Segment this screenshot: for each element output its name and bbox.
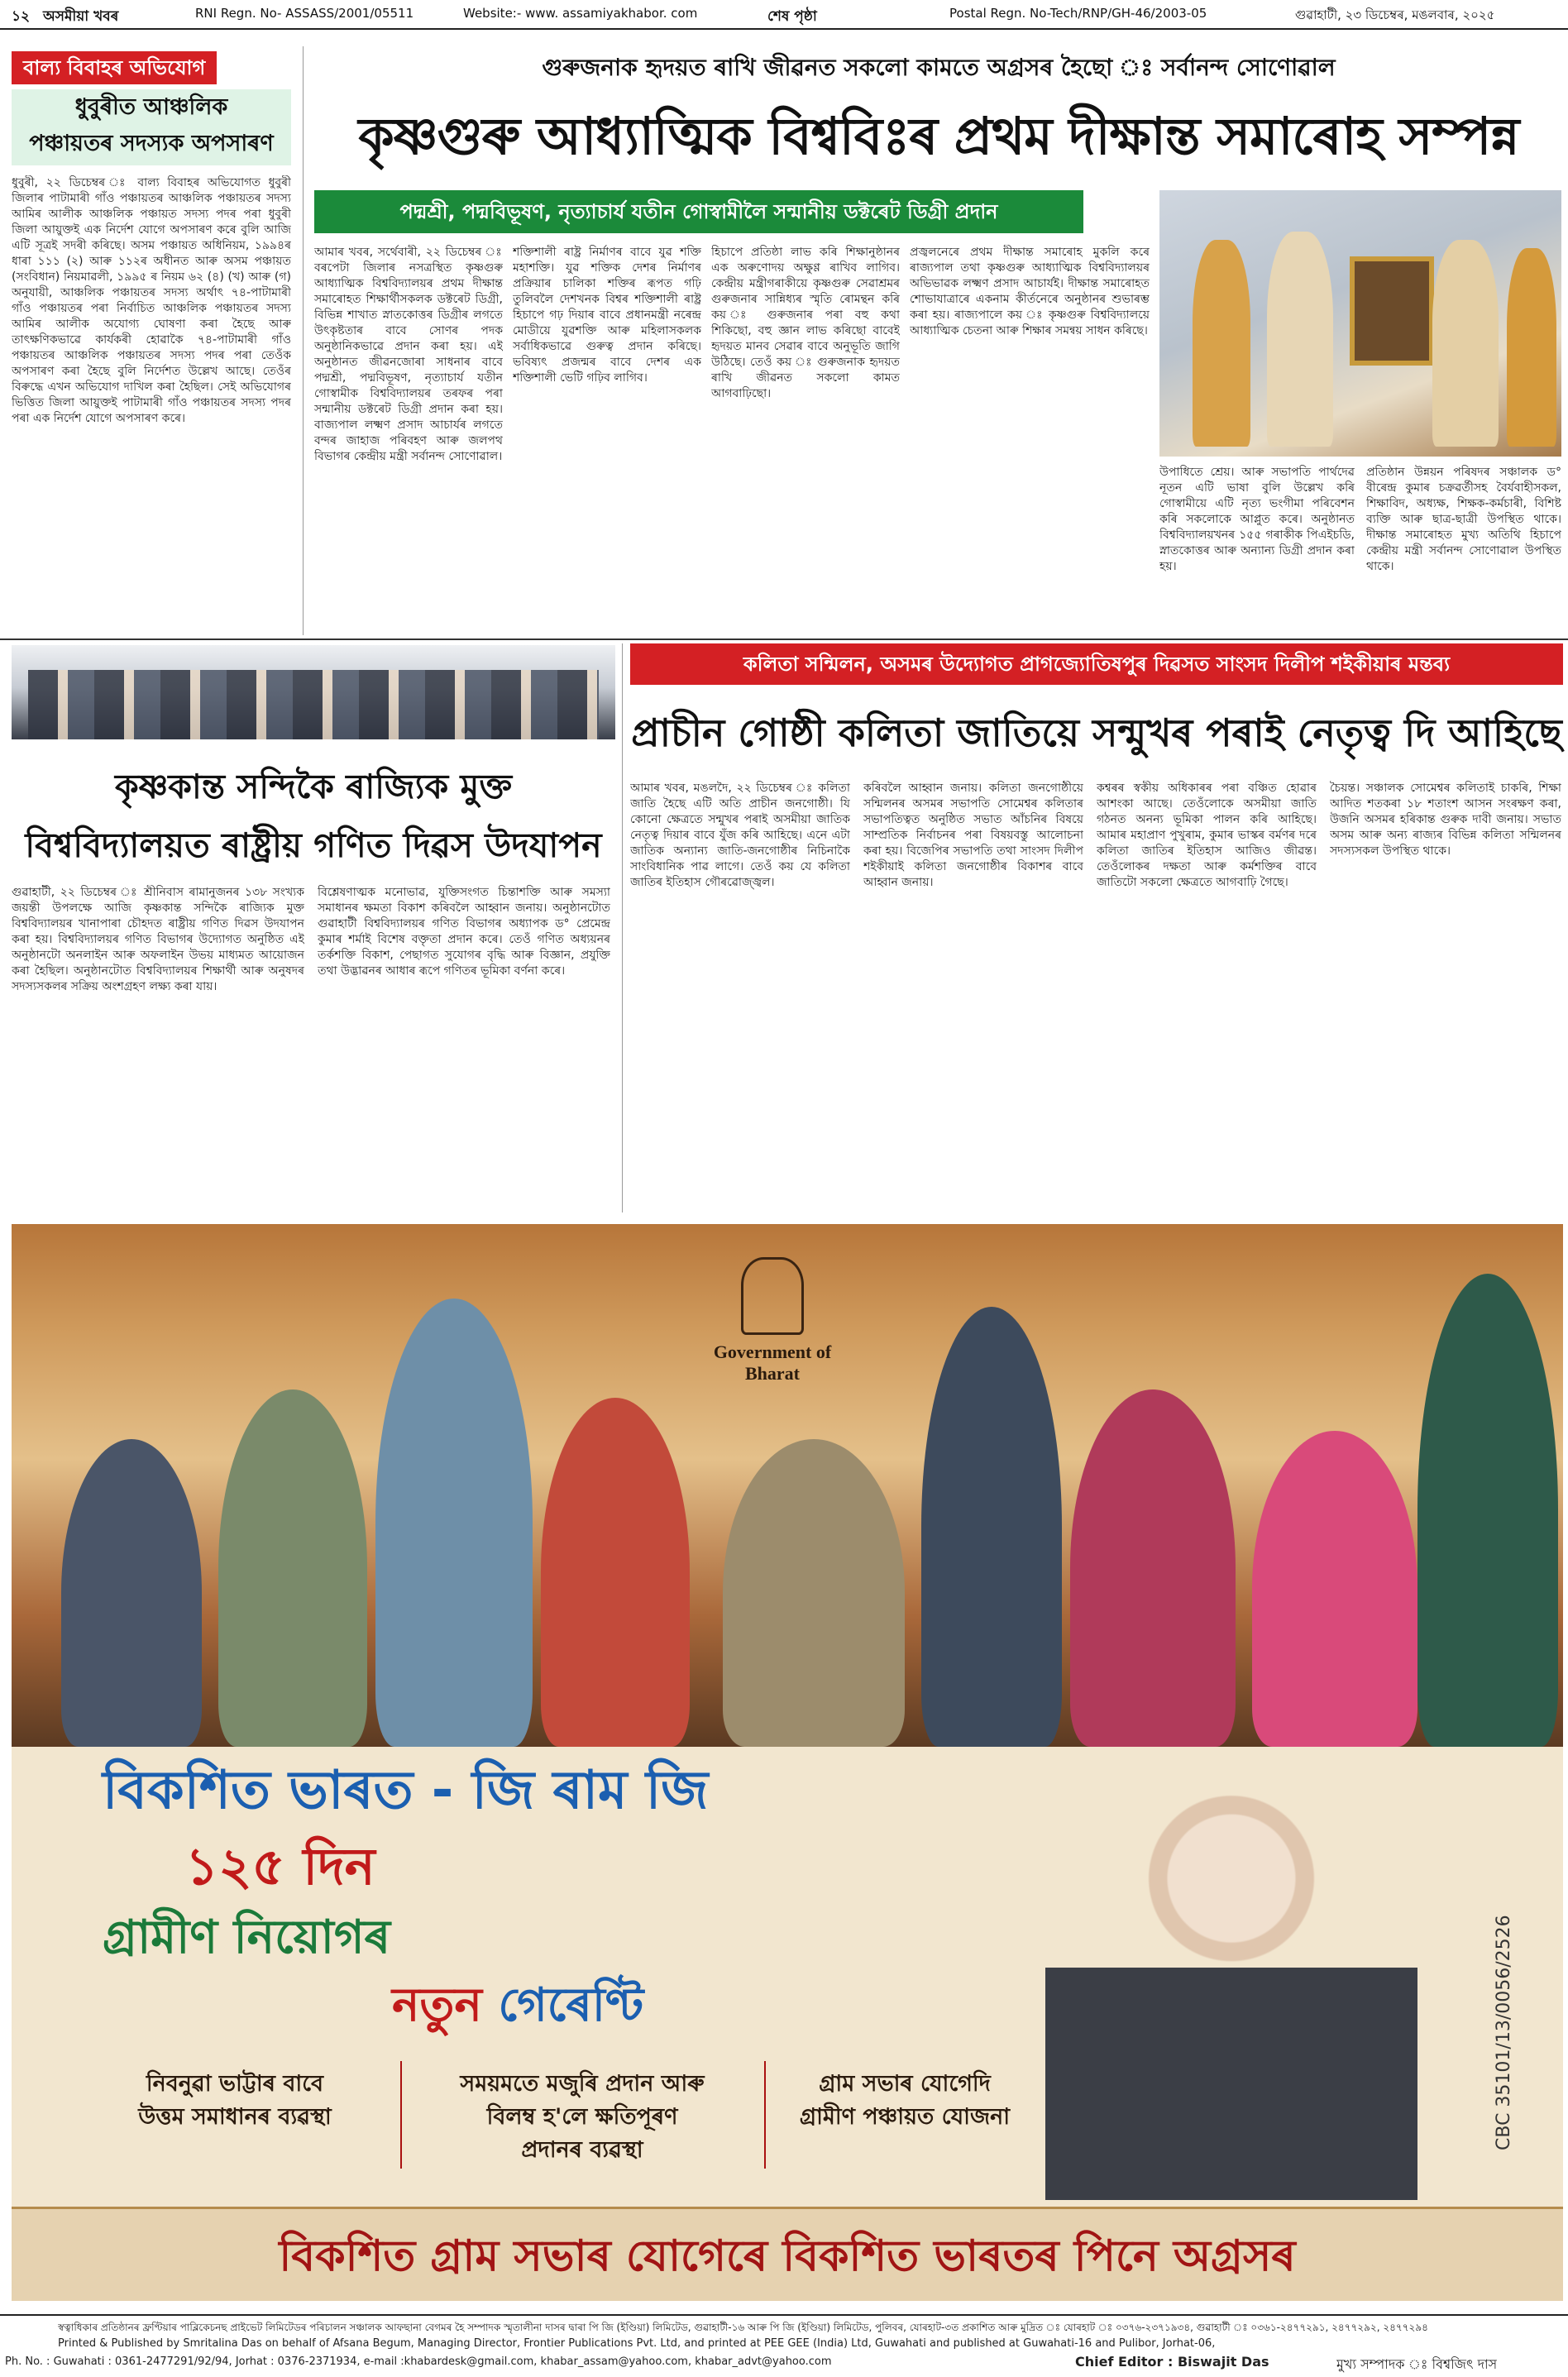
government-logo-block [690, 1257, 855, 1385]
second-col-1: গুৱাহাটী, ২২ ডিচেম্বৰ ঃ শ্ৰীনিবাস ৰামানুজনৰ ১৩৮ সংখ্যক জয়ন্তী উপলক্ষে আজি কৃষ্ণকান্ত সন্দিকৈ ৰাজ্যিক মুক্ত বিশ্ববিদ্যালয়ৰ খানাপাৰা চৌহদত ৰাষ্ট্ৰীয় গণিত দিৱস উদযাপন কৰা হয়। বিশ্ববিদ্যালয়ৰ গণিত বিভাগৰ উদ্যোগত অনুষ্ঠিত এই অনুষ্ঠানটো অনলাইন আৰু অফলাইন উভয় মাধ্যমত আয়োজন কৰা হৈছিল। অনুষ্ঠানটোত বিশ্ববিদ্যালয়ৰ শিক্ষাৰ্থী আৰু অনুষদৰ সদস্যসকলৰ সক্ৰিয় অংশগ্ৰহণ লক্ষ্য কৰা যায়। [12, 886, 304, 993]
lead-col-6: প্ৰতিষ্ঠান উন্নয়ন পৰিষদৰ সঞ্চালক ড° বীৰেন্দ্ৰ কুমাৰ চক্ৰৱৰ্তীসহ বৈৰ্যবাহীসকল, শিক্ষাবিদ, অধ্যক্ষ, শিক্ষক-কৰ্মচাৰী, বিশিষ্ট ব্যক্তি আৰু ছাত্ৰ-ছাত্ৰী উপস্থিত থাকে। দীক্ষান্ত সমাৰোহত মুখ্য অতিথি হিচাপে কেন্দ্ৰীয় মন্ত্ৰী সৰ্বানন্দ সোণোৱাল উপস্থিত থাকে। [1366, 466, 1561, 573]
ad-title-line-2: ১২৫ দিন [185, 1836, 375, 1896]
third-col-4: চৈয়ন্ত। সঞ্চালক সোমেশ্বৰ কলিতাই চাকৰি, শিক্ষা আদিত শতকৰা ১৮ শতাংশ আসন সংৰক্ষণ কৰা, উজনি অসমৰ হৰিকান্ত গুৰুক দাবী জনায়। সভাত অসম আৰু অন্য ৰাজ্যৰ বিভিন্ন কলিতা সন্মিলনৰ সদস্যসকল উপস্থিত থাকে। [1330, 782, 1561, 858]
convocation-photo [1159, 190, 1561, 457]
third-col-1: আমাৰ খবৰ, মঙলদৈ, ২২ ডিচেম্বৰ ঃ কলিতা জাতি হৈছে এটি অতি প্ৰাচীন জনগোষ্ঠী। যি কোনো ক্ষেত্ৰতে সন্মুখৰ পৰাই অসমীয়া জাতিক নেতৃত্ব দিয়াৰ বাবে যুঁজ কৰি আহিছে। এনে এটা জাতিক অন্যান্য জাতি-জনগোষ্ঠীৰ নিচিনাকৈ সাংবিধানিক পাৱ লাগে। তেওঁ কয় যে কলিতা জাতিৰ ইতিহাস গৌৰৱোজ্জ্বল। [630, 782, 850, 889]
imprint-assamese: স্বত্বাধিকাৰ প্ৰতিষ্ঠানৰ ফ্ৰণ্টিয়াৰ পাব্লিকেচনছ প্ৰাইভেট লিমিটেডৰ পৰিচালন সঞ্চালক আফছানা বেগমৰ হৈ সম্পাদক স্মৃতালীনা দাসৰ দ্বাৰা পি জি (ইণ্ডিয়া) লিমিটেড, গুৱাহাটী-১৬ আৰু পি জি (ইণ্ডিয়া) লিমিটেড, পুলিবৰ, যোৰহাট-৩ত প্ৰকাশিত আৰু মুদ্ৰিত ঃ যোৰহাট ঃ ০৩৭৬-২৩৭১৯৩৪, গুৱাহাটী ঃ ০৩৬১-২৪৭৭২৯১, ২৪৭৭২৯২, ২৪৭৭২৯৪ [58, 2322, 1428, 2333]
lead-col-5: উপাধিতে শ্ৰেয়। আৰু সভাপতি পাৰ্থদেৱ নূতন এটি ভাষা বুলি উল্লেখ কৰি গোস্বামীয়ে এটি নৃত্য ভংগীমা পৰিবেশন কৰি সকলোকে আপ্লুত কৰে। অনুষ্ঠানত বিশ্ববিদ্যালয়খনৰ ১৫৫ গৰাকীক পিএইচডি, স্নাতকোত্তৰ আৰু অন্যান্য ডিগ্ৰী প্ৰদান কৰা হয়। [1159, 466, 1355, 573]
third-story-headline: প্ৰাচীন গোষ্ঠী কলিতা জাতিয়ে সন্মুখৰ পৰাই নেতৃত্ব দি আহিছে [631, 710, 1562, 755]
ad-title-line-3: গ্ৰামীণ নিয়োগৰ [103, 1911, 391, 1964]
left-story-headline [12, 89, 291, 165]
ad-feature-3: গ্ৰাম সভাৰ যোগেদি গ্ৰামীণ পঞ্চায়ত যোজনা [799, 2071, 1011, 2130]
lead-col-1: আমাৰ খবৰ, সৰ্থেবাৰী, ২২ ডিচেম্বৰ ঃ বৰপেটা জিলাৰ নসত্ৰস্থিত কৃষ্ণগুৰু আধ্যাত্মিক বিশ্ববিদ্যালয়ৰ প্ৰথম দীক্ষান্ত সমাৰোহত শিক্ষাৰ্থীসকলক ডক্টৰেট ডিগ্ৰী, বিভিন্ন শাখাত স্নাতকোত্তৰ ডিগ্ৰীৰ লগতে উৎকৃষ্টতাৰ বাবে সোণৰ পদক অনুষ্ঠানিকভাৱে প্ৰদান কৰা হয়। এই অনুষ্ঠানত জীৱনজোৰা সাধনাৰ বাবে পদ্মশ্ৰী, পদ্মবিভূষণ, নৃত্যাচাৰ্য যতীন গোস্বামীক বিশ্ববিদ্যালয়ৰ তৰফৰ পৰা সন্মানীয় ডক্টৰেট ডিগ্ৰী প্ৰদান কৰা হয়। বাজ্যপাল লক্ষ্মণ প্ৰসাদ আচাৰ্যৰ লগতে বন্দৰ জাহাজ পৰিবহণ আৰু জলপথ বিভাগৰ কেন্দ্ৰীয় মন্ত্ৰী সৰ্বানন্দ সোণোৱাল। [314, 246, 503, 463]
second-story-headline [12, 758, 615, 875]
issue-date: গুৱাহাটী, ২৩ ডিচেম্বৰ, মঙলবাৰ, ২০২৫ [1295, 7, 1495, 22]
lead-col-2: শক্তিশালী ৰাষ্ট্ৰ নিৰ্মাণৰ বাবে যুৱ শক্তি মহাশক্তি। যুৱ শক্তিক দেশৰ নিৰ্মাণৰ প্ৰক্ৰিয়াৰ চালিকা শক্তিৰ ৰূপত গঢ়ি তুলিবলৈ দেশখনক বিশ্বৰ শক্তিশালী ৰাষ্ট্ৰ হিচাপে গঢ় দিয়াৰ বাবে প্ৰধানমন্ত্ৰী নৰেন্দ্ৰ মোডীয়ে যুৱশক্তি আৰু মহিলাসকলক সৰ্বাধিকভাৱে গুৰুত্ব প্ৰদান কৰিছে। ভবিষ্যৎ প্ৰজন্মৰ বাবে দেশৰ এক শক্তিশালী ভেটি গঢ়িব লাগিব। [513, 246, 701, 385]
ad-new-word: নতুন [392, 1978, 482, 2032]
chief-editor: Chief Editor : Biswajit Das [1075, 2354, 1269, 2370]
postal-number: Postal Regn. No-Tech/RNP/GH-46/2003-05 [949, 6, 1207, 21]
government-advertisement [12, 1224, 1563, 2301]
second-col-2: বিশ্লেষণাত্মক মনোভাৱ, যুক্তিসংগত চিন্তাশক্তি আৰু সমস্যা সমাধানৰ ক্ষমতা বিকাশ কৰিবলৈ আহ্বান জনায়। অনুষ্ঠানটোত গুৱাহাটী বিশ্ববিদ্যালয়ৰ গণিত বিভাগৰ অধ্যাপক ড° প্ৰেমেন্দ্ৰ কুমাৰ শৰ্মাই বিশেষ বক্তৃতা প্ৰদান কৰে। তেওঁ গণিত অধ্যয়নৰ তৰ্কশক্তি বিকাশ, পেছাগত সুযোগৰ বৃদ্ধি আৰু বিজ্ঞান, প্ৰযুক্তি তথা উদ্ভাৱনৰ আধাৰ ৰূপে গণিতৰ ভূমিকা বৰ্ণনা কৰে। [318, 886, 610, 978]
left-story-body: ধুবুৰী, ২২ ডিচেম্বৰ ঃ বাল্য বিবাহৰ অভিযোগত ধুবুৰী জিলাৰ পাটামাৰী গাঁও পঞ্চায়তৰ আঞ্চলিক পঞ্চায়তৰ সদস্য আমিৰ আলীক আঞ্চলিক পঞ্চায়ত সদস্য পদৰ পৰা ধুবুৰী জিলা আয়ুক্তই এক নিৰ্দেশ যোগে অপসাৰণ কৰে বুলি আজি এটি সূত্ৰই সদৰী কৰিছে। অসম পঞ্চায়ত অধিনিয়ম, ১৯৯৪ৰ ধাৰা ১১১ (২) আৰু ১১২ৰ অধীনত আৰু অসম পঞ্চায়ত (সংবিধান) নিয়মাৱলী, ১৯৯৫ ৰ নিয়ম ৬২ (৪) (খ) আৰু (গ) অনুযায়ী, আঞ্চলিক পঞ্চায়তৰ সদস্য অৰ্থাৎ ৭৪-পাটামাৰী গাঁও পঞ্চায়তৰ পৰা নিৰ্বাচিত আঞ্চলিক পঞ্চায়তৰ সদস্য আমিৰ আলীক অযোগ্য ঘোষণা কৰা হৈছে আৰু তাৎক্ষণিকভাৱে কাৰ্যকৰী হোৱাকৈ ৭৪-পাটামাৰী গাঁও পঞ্চায়তৰ আঞ্চলিক পঞ্চায়তৰ সদস্য পদৰ পৰা তেওঁক অপসাৰণ কৰা হৈছে বুলি নিৰ্দেশত উল্লেখ আছে। তেওঁৰ বিৰুদ্ধে এখন অভিযোগ দাখিল কৰা হৈছিল। সেই অভিযোগৰ ভিত্তিত জিলা আয়ুক্তই পাটামাৰী গাঁও পঞ্চায়তৰ সদস্য পদৰ পৰা এক নিৰ্দেশ যোগে অপসাৰণ কৰে। [12, 176, 291, 425]
workers-photo [12, 1224, 1563, 1747]
ad-title-line-4 [392, 1972, 643, 2040]
government-label: Government of Bharat [713, 1342, 832, 1384]
second-headline-line-2: বিশ্ববিদ্যালয়ত ৰাষ্ট্ৰীয় গণিত দিৱস উদযাপন [25, 825, 602, 865]
second-headline-line-1: কৃষ্ণকান্ত সন্দিকৈ ৰাজ্যিক মুক্ত [114, 767, 513, 806]
paper-name: অসমীয়া খবৰ [43, 8, 119, 25]
left-headline-line-2: পঞ্চায়তৰ সদস্যক অপসাৰণ [29, 131, 274, 156]
left-headline-line-1: ধুবুৰীত আঞ্চলিক [74, 94, 228, 120]
contact-line: Ph. No. : Guwahati : 0361-2477291/92/94, Jorhat : 0376-2371934, e-mail :khabardesk@gmail.com, khabar_assam@yahoo.com, khabar_advt@yahoo.com [5, 2355, 832, 2368]
lead-col-4: প্ৰজ্বলনেৰে প্ৰথম দীক্ষান্ত সমাৰোহ মুকলি কৰে ৰাজ্যপাল তথা কৃষ্ণগুৰু আধ্যাত্মিক বিশ্ববিদ্যালয়ৰ অভিভাৱক লক্ষ্মণ প্ৰসাদ আচাৰ্যই। দীক্ষান্ত সমাৰোহত শোভাযাত্ৰাৰে একনাম কীৰ্তনেৰে অনুষ্ঠানৰ শুভাৰম্ভ কৰা হয়। ৰাজ্যপালে কয় ঃ কৃষ্ণগুৰু বিশ্ববিদ্যালয়ে আধ্যাত্মিক চেতনা আৰু শিক্ষাৰ সমন্বয় সাধন কৰিছে। [910, 246, 1150, 337]
imprint-english: Printed & Published by Smritalina Das on behalf of Afsana Begum, Managing Director, Frontier Publications Pvt. Ltd, and printed at PEE GEE (India) Ltd, Guwahati and published at Guwahati-16 and Pulibor, Jorhat-06, [58, 2337, 1216, 2350]
ad-guarantee-word: গেৰেণ্টি [498, 1978, 644, 2032]
lead-subhead: পদ্মশ্ৰী, পদ্মবিভূষণ, নৃত্যাচাৰ্য যতীন গোস্বামীলৈ সন্মানীয় ডক্টৰেট ডিগ্ৰী প্ৰদান [314, 190, 1083, 233]
third-col-2: কৰিবলৈ আহ্বান জনায়। কলিতা জনগোষ্ঠীয়ে সন্মিলনৰ অসমৰ সভাপতি সোমেশ্বৰ কলিতাৰ সভাপতিত্বত অনুষ্ঠিত সভাত আঁচনিৰ বিষয়ে সাম্প্ৰতিক নিৰ্বাচনৰ পৰা বিষয়বস্তু আলোচনা কৰা হয়। বিজেপিৰ সভাপতি তথা সাংসদ দিলীপ শইকীয়াই কলিতা জনগোষ্ঠীৰ বিকাশৰ বাবে আহ্বান জনায়। [863, 782, 1083, 889]
ad-title-line-1: বিকশিত ভাৰত - জি ৰাম জি [103, 1760, 709, 1821]
ad-bottom-banner: বিকশিত গ্ৰাম সভাৰ যোগেৰে বিকশিত ভাৰতৰ পিনে অগ্ৰসৰ [12, 2207, 1563, 2301]
website: Website:- www. assamiyakhabor. com [463, 6, 698, 21]
third-story-bar: কলিতা সন্মিলন, অসমৰ উদ্যোগত প্ৰাগজ্যোতিষপুৰ দিৱসত সাংসদ দিলীপ শইকীয়াৰ মন্তব্য [630, 643, 1563, 685]
lead-quote: গুৰুজনাক হৃদয়ত ৰাখি জীৱনত সকলো কামতে অগ্ৰসৰ হৈছো ঃ সৰ্বানন্দ সোণোৱাল [542, 54, 1336, 81]
masthead [0, 0, 1568, 30]
third-col-3: কশ্বৰৰ স্বকীয় অধিকাৰৰ পৰা বঞ্চিত হোৱাৰ আশংকা আছে। তেওঁলোকে অসমীয়া জাতি গঠনত অনন্য ভূমিকা পালন কৰি আহিছে। আমাৰ মহাপ্ৰাণ পুখুৰাম, কুমাৰ ভাস্কৰ বৰ্মণৰ দৰে কলিতা জাতিৰ ইতিহাস আজিও জীৱন্ত। তেওঁলোকৰ দক্ষতা আৰু কৰ্মশক্তিৰ বাবে জাতিটো সকলো ক্ষেত্ৰতে আগবাঢ়ি গৈছে। [1097, 782, 1317, 889]
ad-feature-2: সময়মতে মজুৰি প্ৰদান আৰু বিলম্ব হ'লে ক্ষতিপূৰণ প্ৰদানৰ ব্যৱস্থা [460, 2071, 705, 2163]
chief-editor-assamese: মুখ্য সম্পাদক ঃ বিশ্বজিৎ দাস [1336, 2356, 1498, 2372]
leader-portrait [1045, 1753, 1417, 2200]
left-story-tag: বাল্য বিবাহৰ অভিযোগ [12, 51, 217, 84]
imprint-footer [0, 2314, 1568, 2377]
ad-code: CBC 35101/13/0056/2526 [1494, 1915, 1514, 2150]
lead-col-3: হিচাপে প্ৰতিষ্ঠা লাভ কৰি শিক্ষানুষ্ঠানৰ এক অৰুণোদয় অক্ষুণ্ণ ৰাখিব লাগিব। কেন্দ্ৰীয় মন্ত্ৰীগৰাকীয়ে কৃষ্ণগুৰু সেৱাশ্ৰমৰ গুৰুজনাৰ সান্নিধ্যৰ স্মৃতি ৰোমন্থন কৰি কয় ঃ গুৰুজনাৰ পৰা বহু কথা শিকিছো, বহু জ্ঞান লাভ কৰিছো বাবেই হৃদয়ত মানব সেৱাৰ বাবে অনুভূতি জাগি উঠিছে। তেওঁ কয় ঃ গুৰুজনাক হৃদয়ত ৰাখি জীৱনত সকলো কামত আগবাঢ়িছো। [711, 246, 900, 400]
group-photo [12, 645, 615, 739]
emblem-icon [741, 1257, 804, 1335]
section-name: শেষ পৃষ্ঠা [767, 8, 817, 25]
rni-number: RNI Regn. No- ASSASS/2001/05511 [195, 6, 414, 21]
ad-feature-1: নিবনুৱা ভাট্টাৰ বাবে উত্তম সমাধানৰ ব্যৱস্থা [138, 2071, 332, 2130]
lead-headline: কৃষ্ণগুৰু আধ্যাত্মিক বিশ্ববিঃৰ প্ৰথম দীক্ষান্ত সমাৰোহ সম্পন্ন [358, 106, 1519, 166]
page-number: ১২ [12, 8, 31, 25]
